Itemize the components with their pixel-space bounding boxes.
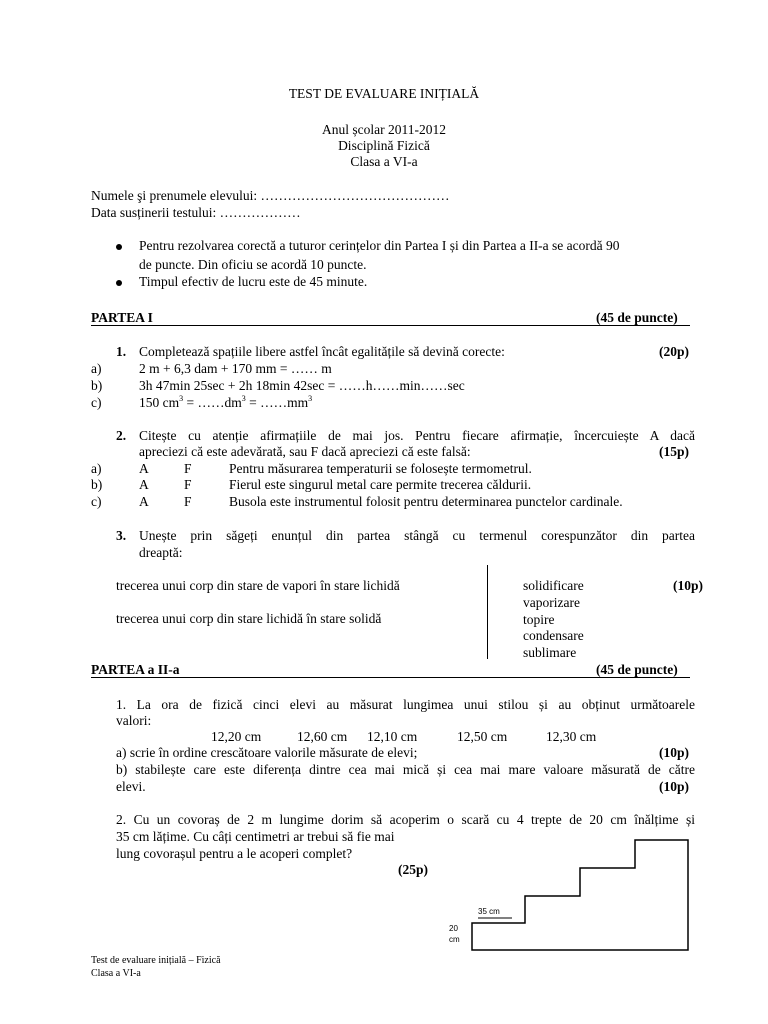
q2-c-option-a: A	[139, 494, 149, 509]
stair-height-label-2: cm	[449, 935, 460, 944]
q3-points: (10p)	[673, 578, 703, 593]
footer-line2: Clasa a VI-a	[91, 968, 141, 979]
p2-q1-line1: 1. La ora de fizică cinci elevi au măsurat lungimea unui stilou și au obținut următoarele	[116, 697, 695, 712]
bullet-icon	[116, 280, 122, 286]
q3-right-item-2: vaporizare	[523, 595, 580, 610]
q2-c-label: c)	[91, 494, 102, 509]
q3-number: 3.	[116, 528, 127, 543]
p2-q2-line2: 35 cm lățime. Cu câți centimetri ar trebui să fie mai	[116, 829, 395, 844]
q2-line1: Citește cu atenție afirmațiile de mai jos. Pentru fiecare afirmație, încercuiește A dacă	[139, 428, 695, 443]
q1-a-label: a)	[91, 361, 102, 376]
stairs-figure	[440, 825, 700, 955]
test-date-field: Data susținerii testului: ………………	[91, 205, 301, 220]
q1-number: 1.	[116, 344, 127, 359]
q3-line2: dreaptă:	[139, 545, 183, 560]
q2-a-option-f: F	[184, 461, 192, 476]
q3-left-item-1: trecerea unui corp din stare de vapori în stare lichidă	[116, 578, 400, 593]
part1-underline	[91, 325, 690, 326]
p2-q1-b-line2: elevi.	[116, 779, 146, 794]
q3-left-item-2: trecerea unui corp din stare lichidă în stare solidă	[116, 611, 382, 626]
p2-q1-value-3: 12,10 cm	[367, 729, 418, 744]
part1-title: PARTEA I	[91, 310, 153, 325]
p2-q1-value-5: 12,30 cm	[546, 729, 597, 744]
instruction-1-line1: Pentru rezolvarea corectă a tuturor cerințelor din Partea I și din Partea a II-a se acordă 90	[139, 238, 620, 253]
p2-q2-line3: lung covorașul pentru a le acoperi complet?	[116, 846, 353, 861]
part2-underline	[91, 677, 690, 678]
q2-a-option-a: A	[139, 461, 149, 476]
p2-q1-b-line1: b) stabilește care este diferența dintre cea mai mică și cea mai mare valoare măsurată de către	[116, 762, 695, 777]
q2-b-label: b)	[91, 477, 103, 492]
q1-text: Completează spațiile libere astfel încât egalitățile să devină corecte:	[139, 344, 505, 359]
stairs-outline	[472, 840, 688, 950]
q2-b-option-f: F	[184, 477, 192, 492]
p2-q1-a-text: a) scrie în ordine crescătoare valorile măsurate de elevi;	[116, 745, 418, 760]
p2-q1-a-points: (10p)	[659, 745, 689, 760]
test-title: TEST DE EVALUARE INIȚIALĂ	[288, 86, 480, 101]
q2-a-text: Pentru măsurarea temperaturii se folosește termometrul.	[229, 461, 532, 476]
footer-line1: Test de evaluare inițială – Fizică	[91, 955, 221, 966]
q3-right-item-3: topire	[523, 612, 555, 627]
q3-right-item-4: condensare	[523, 628, 584, 643]
q2-points: (15p)	[659, 444, 689, 459]
p2-q1-value-1: 12,20 cm	[211, 729, 262, 744]
q1-b-text: 3h 47min 25sec + 2h 18min 42sec = ……h……min……sec	[139, 378, 465, 393]
q3-right-item-5: sublimare	[523, 645, 577, 660]
instruction-1-line2: de puncte. Din oficiu se acordă 10 puncte.	[139, 257, 367, 272]
p2-q1-value-2: 12,60 cm	[297, 729, 348, 744]
q1-b-label: b)	[91, 378, 103, 393]
class-label: Clasa a VI-a	[350, 154, 418, 169]
part1-points: (45 de puncte)	[596, 310, 678, 325]
q1-c-label: c)	[91, 395, 102, 410]
q2-b-text: Fierul este singurul metal care permite trecerea căldurii.	[229, 477, 532, 492]
q1-a-text: 2 m + 6,3 dam + 170 mm = …… m	[139, 361, 332, 376]
part2-title: PARTEA a II-a	[91, 662, 180, 677]
q3-right-item-1: solidificare	[523, 578, 584, 593]
student-name-field: Numele şi prenumele elevului: ……………………………………	[91, 188, 450, 203]
q2-b-option-a: A	[139, 477, 149, 492]
p2-q1-b-points: (10p)	[659, 779, 689, 794]
p2-q2-points: (25p)	[398, 862, 428, 877]
q1-c-text: 150 $cm^3$ = $\dots\dots dm^3$ = $\dots\dots mm^3$	[139, 393, 313, 410]
school-year: Anul școlar 2011-2012	[322, 122, 446, 137]
p2-q1-value-4: 12,50 cm	[457, 729, 508, 744]
q1-points: (20p)	[659, 344, 689, 359]
stair-height-label-1: 20	[449, 924, 458, 933]
q2-c-option-f: F	[184, 494, 192, 509]
p2-q1-line2: valori:	[116, 713, 152, 728]
stair-width-label: 35 cm	[478, 907, 500, 916]
q2-c-text: Busola este instrumentul folosit pentru determinarea punctelor cardinale.	[229, 494, 623, 509]
q3-divider	[487, 565, 488, 659]
bullet-icon	[116, 244, 122, 250]
part2-points: (45 de puncte)	[596, 662, 678, 677]
q2-line2: apreciezi că este adevărată, sau F dacă apreciezi că este falsă:	[139, 444, 471, 459]
q3-line1: Unește prin săgeți enunțul din partea stângă cu termenul corespunzător din partea	[139, 528, 695, 543]
instruction-2: Timpul efectiv de lucru este de 45 minute.	[139, 274, 368, 289]
q2-a-label: a)	[91, 461, 102, 476]
p2-q2-line1: 2. Cu un covoraș de 2 m lungime dorim să acoperim o scară cu 4 trepte de 20 cm înălțime și	[116, 812, 695, 827]
discipline: Disciplină Fizică	[338, 138, 430, 153]
q2-number: 2.	[116, 428, 127, 443]
